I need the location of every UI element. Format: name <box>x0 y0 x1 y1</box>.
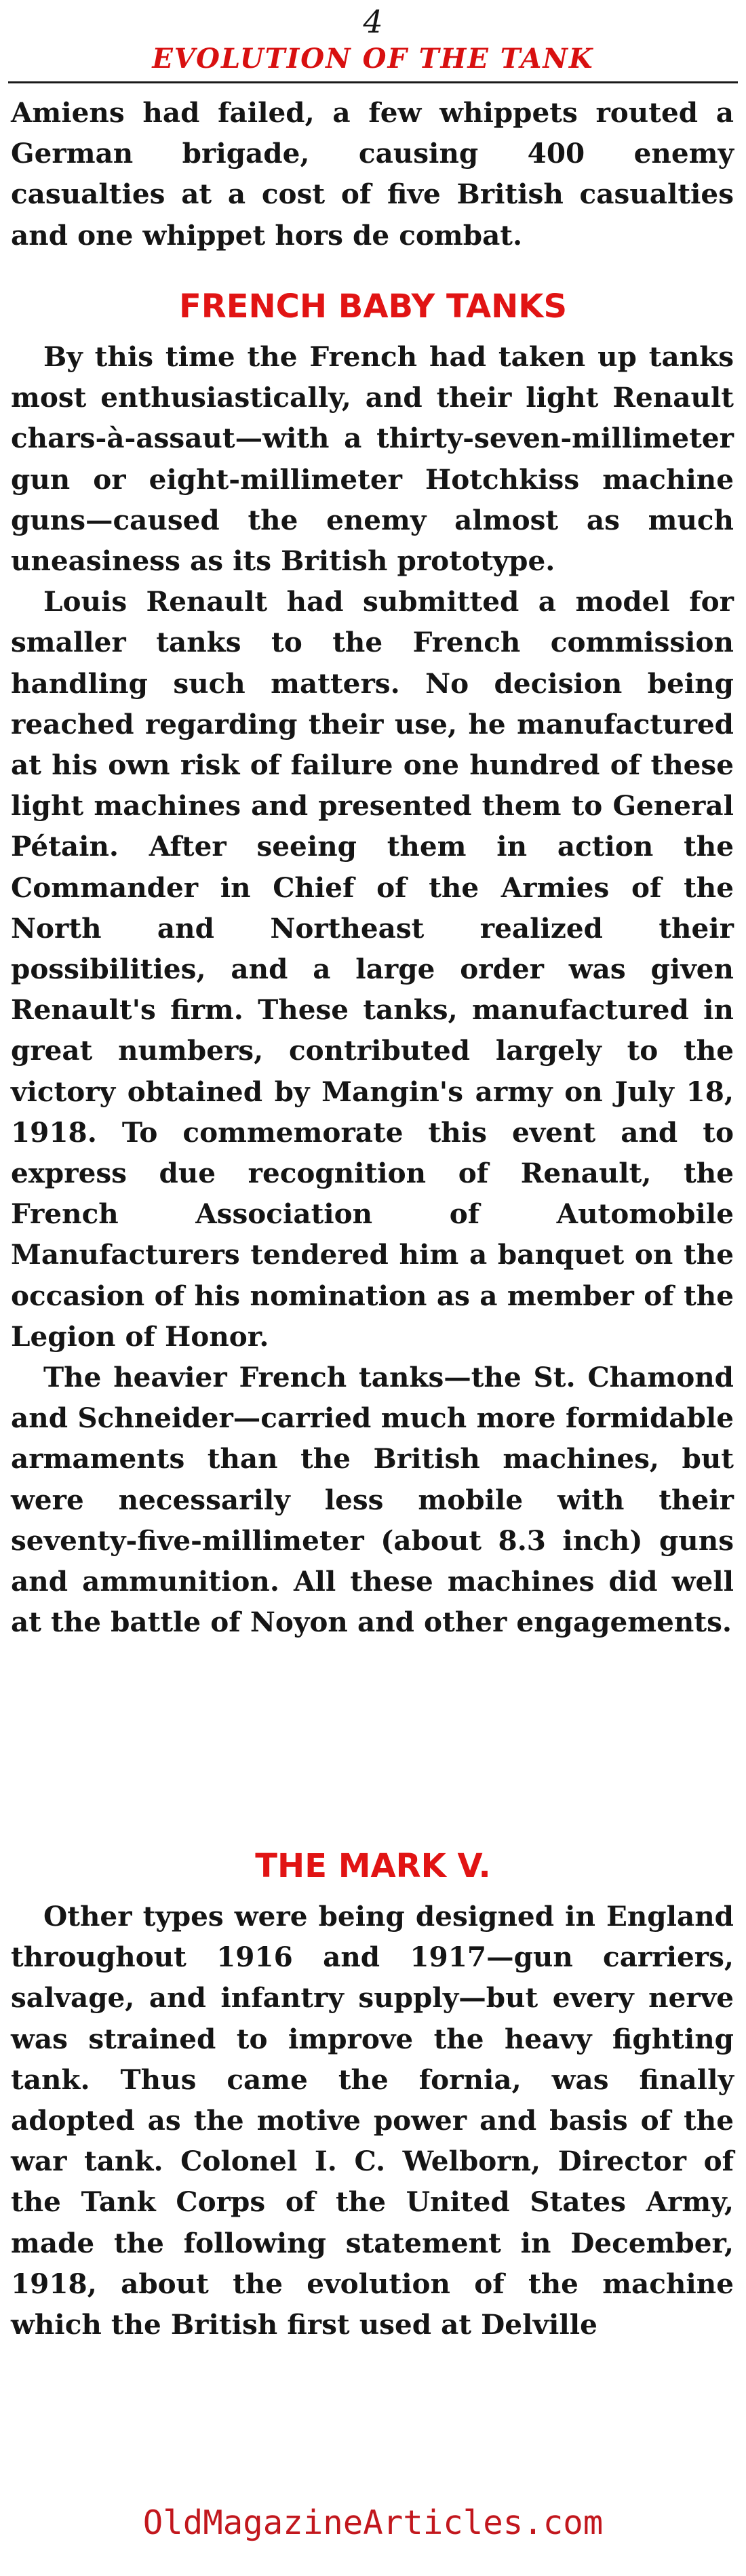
section-body-the-mark-v <box>11 1896 734 2345</box>
header-rule <box>8 81 738 83</box>
section-body-french-baby-tanks <box>11 336 734 1643</box>
opening-paragraph: Amiens had failed, a few whippets routed a German brigade, causing 400 enemy casualties at a cost of five British casualties and one whippet hors de combat. <box>11 96 734 252</box>
site-watermark: OldMagazineArticles.com <box>142 2503 604 2542</box>
section-heading-french-baby-tanks: FRENCH BABY TANKS <box>178 288 568 325</box>
paragraph: By this time the French had taken up tanks most enthusiastically, and their light Renault chars-à-assaut—with a thirty-seven-millimeter gun or eight-millimeter Hotchkiss machine guns—caused the enemy almost as much uneasiness as its British prototype. <box>11 340 734 578</box>
running-title: EVOLUTION OF THE TANK <box>152 43 594 75</box>
opening-paragraph-block <box>11 92 734 256</box>
paragraph: Louis Renault had submitted a model for smaller tanks to the French commission handling such matters. No decision being reached regarding their use, he manufactured at his own risk of failure one hundred of these light machines and presented them to General Pétain. After seeing them in action the Commander in Chief of the Armies of the North and Northeast realized their possibilities, and a large order was given Renault's firm. These tanks, manufactured in great numbers, contributed largely to the victory obtained by Mangin's army on July 18, 1918. To commemorate this event and to express due recognition of Renault, the French Association of Automobile Manufacturers tendered him a banquet on the occasion of his nomination as a member of the Legion of Honor. <box>11 585 734 1353</box>
section-heading-the-mark-v: THE MARK V. <box>255 1847 491 1885</box>
paragraph: The heavier French tanks—the St. Chamond and Schneider—carried much more formidable armaments than the British machines, but were necessarily less mobile with their seventy-five-millimeter (about 8.3 inch) guns and ammunition. All these machines did well at the battle of Noyon and other engagements. <box>11 1361 734 1639</box>
paragraph: Other types were being designed in England throughout 1916 and 1917—gun carriers, salvage, and infantry supply—but every nerve was strained to improve the heavy fighting tank. Thus came the fornia, was finally adopted as the motive power and basis of the war tank. Colonel I. C. Welborn, Director of the Tank Corps of the United States Army, made the following statement in December, 1918, about the evolution of the machine which the British first used at Delville <box>11 1900 734 2341</box>
page-number: 4 <box>363 3 383 40</box>
